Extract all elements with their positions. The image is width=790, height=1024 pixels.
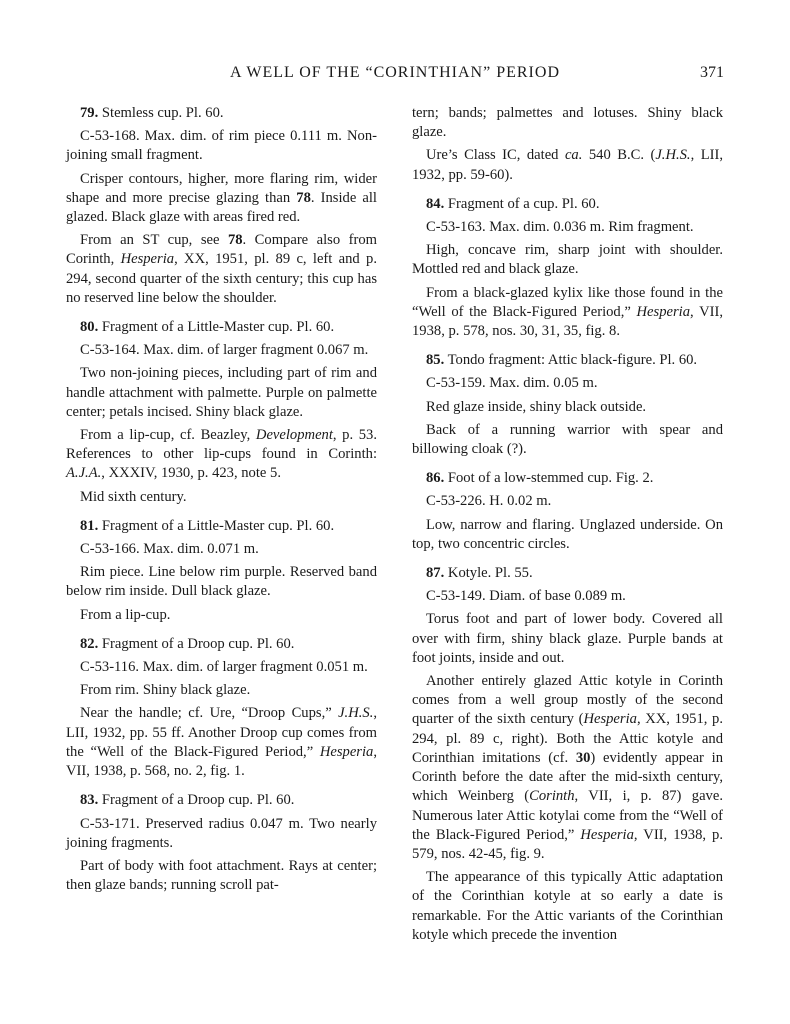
right-column <box>412 104 723 949</box>
entry-paragraph: C-53-226. H. 0.02 m. <box>426 493 552 510</box>
entry-number: 87. <box>426 565 445 582</box>
entry-title: Tondo fragment: Attic black-figure. Pl. 60. <box>444 352 698 369</box>
continued-paragraph: Ure’s Class IC, dated ca. 540 B.C. (J.H.S., LII, 1932, pp. 59-60). <box>412 147 723 183</box>
entry-paragraph: C-53-166. Max. dim. 0.071 m. <box>80 541 259 558</box>
entry-paragraph: C-53-116. Max. dim. of larger fragment 0.051 m. <box>80 659 368 676</box>
entry-title: Fragment of a Droop cup. Pl. 60. <box>98 792 295 809</box>
entry-number: 79. <box>80 105 99 121</box>
entry-paragraph: Back of a running warrior with spear and billowing cloak (?). <box>412 421 723 458</box>
entry-number: 85. <box>426 352 445 369</box>
catalog-entry <box>412 195 723 341</box>
catalog-entry <box>412 564 723 945</box>
entry-paragraph: Red glaze inside, shiny black outside. <box>426 398 647 415</box>
page-header <box>66 64 724 88</box>
entry-paragraph: Part of body with foot attachment. Rays at center; then glaze bands; running scroll pat- <box>66 857 377 894</box>
entry-heading <box>412 469 723 488</box>
entry-title: Foot of a low-stemmed cup. Fig. 2. <box>444 470 654 487</box>
catalog-entry <box>412 351 723 459</box>
entry-heading <box>412 564 723 583</box>
entry-number: 82. <box>80 635 99 652</box>
entry-heading <box>66 791 377 810</box>
entry-paragraph: From an ST cup, see 78. Compare also from Corinth, Hesperia, XX, 1951, pl. 89 c, left and p. 294, second quarter of the sixth century; this cup has no reserved line below the shoulder. <box>66 232 377 306</box>
left-column <box>66 104 377 899</box>
entry-title: Fragment of a Little-Master cup. Pl. 60. <box>98 517 335 534</box>
entry-paragraph: C-53-164. Max. dim. of larger fragment 0.067 m. <box>80 342 369 359</box>
catalog-entry <box>66 635 377 781</box>
entry-paragraph: Mid sixth century. <box>80 488 187 505</box>
entry-paragraph: From a lip-cup, cf. Beazley, Development, p. 53. References to other lip-cups found in Corinth: A.J.A., XXXIV, 1930, p. 423, note 5. <box>66 427 377 482</box>
catalog-entry <box>66 318 377 507</box>
entry-number: 83. <box>80 792 99 809</box>
catalog-entry <box>412 469 723 554</box>
entry-paragraph: Near the handle; cf. Ure, “Droop Cups,” J.H.S., LII, 1932, pp. 55 ff. Another Droop cup comes from the “Well of the Black-Figured Period,” Hesperia, VII, 1938, p. 568, no. 2, fig. 1. <box>66 705 377 780</box>
catalog-entry <box>66 104 377 308</box>
entry-paragraph: Crisper contours, higher, more flaring rim, wider shape and more precise glazing than 78. Inside all glazed. Black glaze with areas fired red. <box>66 170 377 226</box>
entry-paragraph: C-53-171. Preserved radius 0.047 m. Two nearly joining fragments. <box>66 815 377 851</box>
entry-paragraph: Rim piece. Line below rim purple. Reserved band below rim inside. Dull black glaze. <box>66 564 377 600</box>
entry-heading <box>66 635 377 654</box>
entry-heading <box>412 195 723 214</box>
entry-title: Stemless cup. Pl. 60. <box>98 105 224 121</box>
entry-paragraph: C-53-149. Diam. of base 0.089 m. <box>426 588 626 605</box>
entry-paragraph: Two non-joining pieces, including part of rim and handle attachment with palmette. Purple on palmette center; petals incised. Shiny black glaze. <box>66 365 377 420</box>
entry-heading <box>412 351 723 370</box>
entry-number: 81. <box>80 517 99 534</box>
entry-paragraph: The appearance of this typically Attic adaptation of the Corinthian kotyle at so early a date is remarkable. For the Attic variants of the Corinthian kotyle which precede the invention <box>412 869 723 943</box>
entry-paragraph: Torus foot and part of lower body. Covered all over with firm, shiny black glaze. Purple bands at foot joints, inside and out. <box>412 611 723 666</box>
entry-paragraph: C-53-168. Max. dim. of rim piece 0.111 m. Non-joining small fragment. <box>66 128 377 164</box>
entry-title: Fragment of a Droop cup. Pl. 60. <box>98 635 295 652</box>
running-title: A WELL OF THE “CORINTHIAN” PERIOD <box>229 64 560 81</box>
entry-title: Kotyle. Pl. 55. <box>444 565 533 582</box>
entry-number: 80. <box>80 319 99 336</box>
entry-paragraph: Another entirely glazed Attic kotyle in Corinth comes from a well group mostly of the second quarter of the sixth century (Hesperia, XX, 1951, p. 294, pl. 89 c, right). Both the Attic kotyle and Corinthian imitations (cf. 30) evidently appear in Corinth before the date after the mid-sixth century, which Weinberg (Corinth, VII, i, p. 87) gave. Numerous later Attic kotylai come from the “Well of the Black-Figured Period,” Hesperia, VII, 1938, p. 579, nos. 42-45, fig. 9. <box>412 673 723 862</box>
entry-heading <box>66 318 377 337</box>
entry-paragraph: Low, narrow and flaring. Unglazed underside. On top, two concentric circles. <box>412 516 723 552</box>
entry-paragraph: From a lip-cup. <box>80 606 171 623</box>
entry-heading <box>66 517 377 536</box>
entry-heading <box>66 104 377 123</box>
entry-title: Fragment of a cup. Pl. 60. <box>444 195 600 212</box>
page-number: 371 <box>700 64 724 81</box>
entry-paragraph: High, concave rim, sharp joint with shoulder. Mottled red and black glaze. <box>412 242 723 278</box>
continued-paragraph: tern; bands; palmettes and lotuses. Shiny black glaze. <box>412 105 723 141</box>
entry-paragraph: From rim. Shiny black glaze. <box>80 682 251 699</box>
catalog-entry <box>66 517 377 625</box>
entry-number: 86. <box>426 470 445 487</box>
entry-number: 84. <box>426 195 445 212</box>
entry-paragraph: C-53-159. Max. dim. 0.05 m. <box>426 375 598 392</box>
entry-paragraph: C-53-163. Max. dim. 0.036 m. Rim fragment. <box>426 219 694 236</box>
entry-title: Fragment of a Little-Master cup. Pl. 60. <box>98 319 335 336</box>
entry-paragraph: From a black-glazed kylix like those found in the “Well of the Black-Figured Period,” Hesperia, VII, 1938, p. 578, nos. 30, 31, 35, fig. 8. <box>412 284 723 340</box>
catalog-entry <box>66 791 377 895</box>
